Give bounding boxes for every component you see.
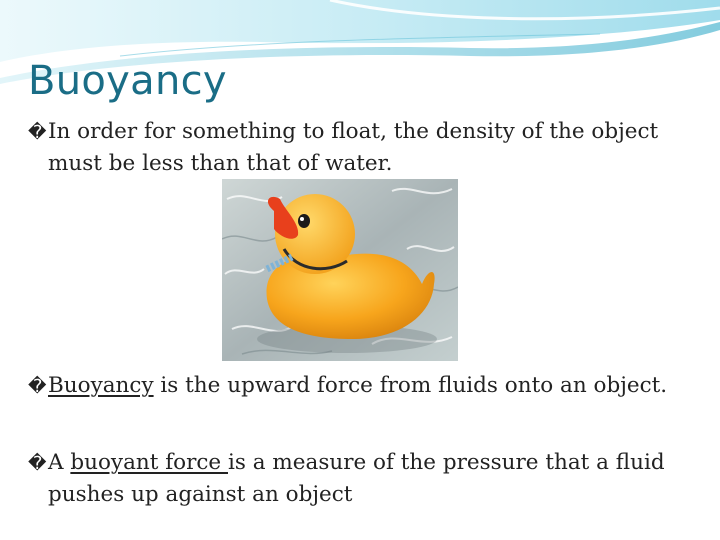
term-buoyant-force: buoyant force <box>70 450 228 475</box>
bullet-glyph: � <box>28 453 47 474</box>
slide-title: Buoyancy <box>28 58 227 104</box>
bullet-glyph: � <box>28 122 47 143</box>
bullet-text: is a measure of the pressure that a fluid pushes up against an object <box>48 450 665 507</box>
bullet-density <box>28 116 718 179</box>
bullet-buoyant-force <box>28 447 720 510</box>
bullet-glyph: � <box>28 376 47 397</box>
bullet-text: is the upward force from fluids onto an object. <box>153 373 668 398</box>
bullet-buoyancy-definition <box>28 370 720 402</box>
bullet-text: In order for something to float, the density of the object must be less than that of water. <box>48 119 659 176</box>
rubber-duck-photo <box>222 179 458 361</box>
bullet-text: A <box>48 450 71 475</box>
term-buoyancy: Buoyancy <box>48 373 154 398</box>
